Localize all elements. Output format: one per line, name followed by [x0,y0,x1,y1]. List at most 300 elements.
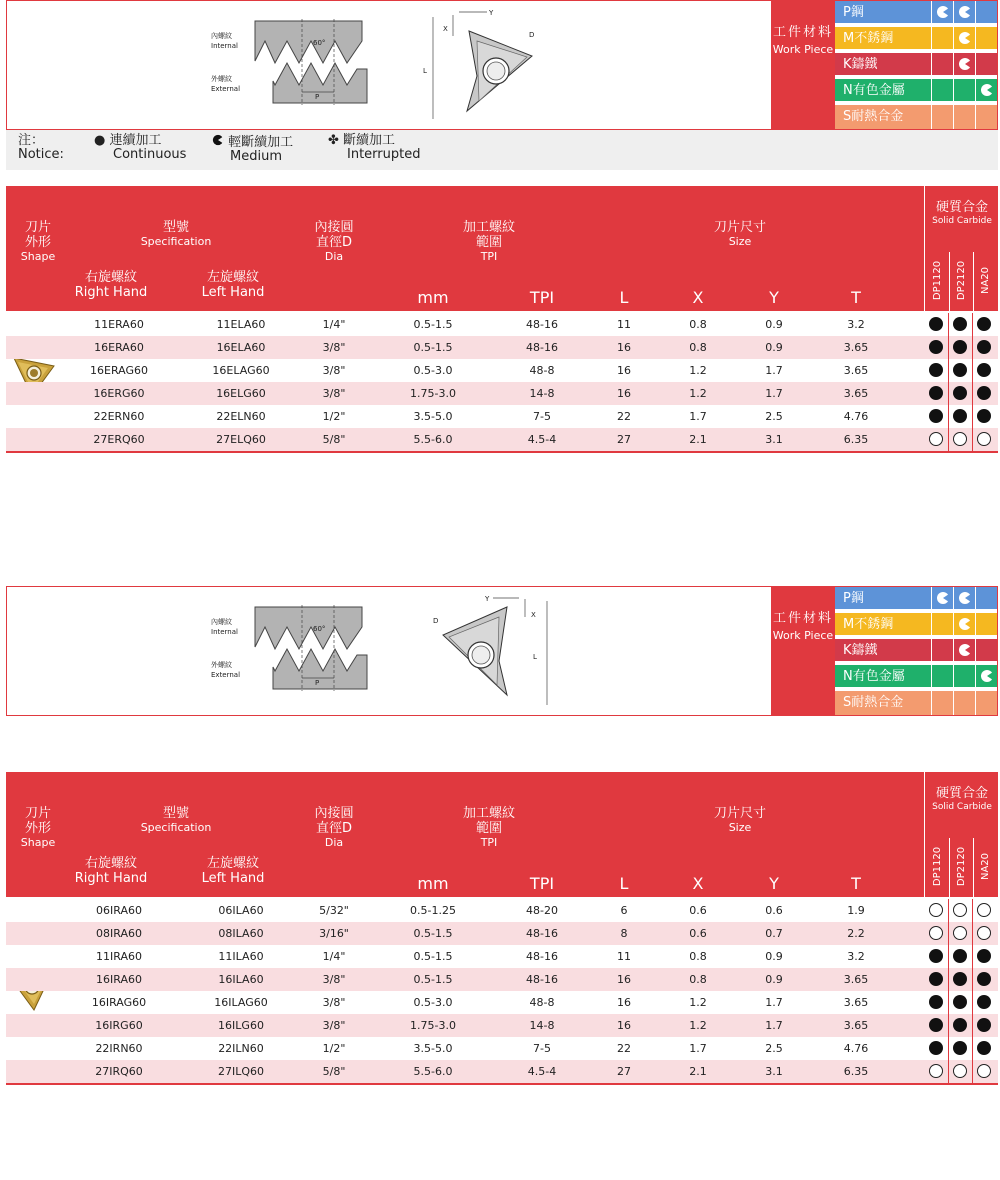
grade-column-line [972,313,973,336]
medium-icon [936,5,950,19]
material-cell [953,639,975,661]
grade-na20: NA20 [980,852,992,880]
grade-marks [924,899,998,922]
material-cell [953,27,975,49]
continuous-dot-icon [953,317,967,331]
grade-column-line [972,945,973,968]
cell-l: 11 [617,950,631,963]
material-cell [953,613,975,635]
cell-x: 0.8 [689,341,707,354]
external-label-zh: 外螺紋 [211,75,232,83]
continuous-dot-icon [929,363,943,377]
header-size [700,806,780,834]
grade-column-line [948,991,949,1014]
workpiece-header [771,1,835,129]
internal-thread-diagram [7,587,771,715]
cell-right-hand: 16ERG60 [93,387,145,400]
right-zh: 右旋螺紋 [84,856,137,871]
table-bottom-rule [6,451,998,453]
cell-dia: 3/8" [322,996,346,1009]
col-mm: mm [417,288,449,307]
cell-t: 3.65 [843,973,869,986]
col-y: Y [769,288,779,307]
grade-na20: NA20 [980,266,992,294]
continuous-dot-icon [977,1018,991,1032]
grade-column-line [972,1037,973,1060]
cell-right-hand: 27IRQ60 [95,1065,143,1078]
notice-label-en: Notice: [18,147,64,162]
cell-dia: 1/2" [322,410,346,423]
cell-tpi: 48-16 [526,341,558,354]
continuous-dot-icon [977,340,991,354]
continuous-dot-icon [953,386,967,400]
material-row [835,665,997,688]
cell-l: 16 [617,387,631,400]
cell-dia: 3/8" [322,973,346,986]
cell-right-hand: 16ERA60 [94,341,144,354]
material-label: P鋼 [843,591,864,606]
header-dia [294,220,374,263]
cell-dia: 3/16" [319,927,349,940]
cell-left-hand: 11ILA60 [218,950,264,963]
cell-dia: 3/8" [322,364,346,377]
continuous-dot-icon [977,949,991,963]
grade-column-line [972,382,973,405]
cell-right-hand: 08IRA60 [96,927,142,940]
cell-l: 6 [620,904,628,917]
material-cell [931,53,953,75]
cell-t: 2.2 [847,927,865,940]
material-cell [931,105,953,129]
continuous-dot-icon [977,1041,991,1055]
not-recommended-circle-icon [977,1064,991,1078]
table-row [6,382,998,405]
cell-t: 3.65 [843,1019,869,1032]
pitch-label: P [315,93,320,101]
dia-zh2: 直徑D [315,235,352,250]
cell-right-hand: 11IRA60 [96,950,142,963]
tpi-zh2: 範圍 [475,235,502,250]
grade-separator [973,252,974,311]
cell-mm: 1.75-3.0 [410,387,456,400]
material-cell [931,691,953,715]
cell-tpi: 48-16 [526,973,558,986]
cell-left-hand: 22ELN60 [216,410,266,423]
spec-en: Specification [140,235,212,248]
table-row [6,922,998,945]
grade-column-line [948,382,949,405]
material-cell [931,613,953,635]
cell-left-hand: 16ILG60 [218,1019,264,1032]
grade-marks [924,922,998,945]
size-en: Size [728,235,752,248]
spec-zh: 型號 [162,806,189,821]
grade-column-line [972,922,973,945]
header-size [700,220,780,248]
notice-label-zh: 注： [18,133,45,148]
grade-column-line [948,359,949,382]
cell-x: 0.8 [689,318,707,331]
header-right-hand [66,270,156,300]
material-cell [931,1,953,23]
cell-left-hand: 16ILAG60 [214,996,268,1009]
cell-x: 2.1 [689,1065,707,1078]
cell-tpi: 14-8 [529,1019,555,1032]
table-row [6,428,998,451]
material-label: N有色金屬 [843,83,905,98]
dia-zh1: 內接圓 [314,220,354,235]
continuous-dot-icon [929,949,943,963]
cell-x: 1.2 [689,364,707,377]
cell-right-hand: 16ERAG60 [90,364,148,377]
cell-right-hand: 22ERN60 [93,410,145,423]
cell-left-hand: 11ELA60 [216,318,266,331]
size-zh: 刀片尺寸 [713,220,766,235]
not-recommended-circle-icon [929,903,943,917]
material-cell [931,79,953,101]
cell-dia: 3/8" [322,341,346,354]
cell-dia: 5/8" [322,433,346,446]
cell-right-hand: 06IRA60 [96,904,142,917]
cell-dia: 3/8" [322,1019,346,1032]
medium-icon [958,643,972,657]
medium-icon [958,57,972,71]
material-cell [975,587,997,609]
cell-t: 3.2 [847,950,865,963]
interrupted-icon: ✤ [328,133,339,148]
grade-column-line [948,428,949,451]
col-t: T [851,288,861,307]
grade-column-line [972,1014,973,1037]
cell-mm: 3.5-5.0 [413,410,453,423]
continuous-dot-icon [977,409,991,423]
cell-mm: 5.5-6.0 [413,433,453,446]
cell-tpi: 48-8 [529,996,555,1009]
grade-dp1120: DP1120 [932,260,944,300]
grade-separator [949,838,950,897]
not-recommended-circle-icon [953,1064,967,1078]
internal-label-en: Internal [211,628,238,636]
cell-mm: 1.75-3.0 [410,1019,456,1032]
continuous-dot-icon [929,972,943,986]
cell-l: 27 [617,1065,631,1078]
material-cell [953,665,975,687]
workpiece-panel-internal [6,586,998,716]
col-mm: mm [417,874,449,893]
external-label-zh: 外螺紋 [211,661,232,669]
table-row [6,1060,998,1083]
dim-l-label: L [423,67,427,75]
grade-marks [924,313,998,336]
cell-mm: 0.5-1.5 [413,973,453,986]
cell-x: 0.6 [689,904,707,917]
header-left-hand [188,270,278,300]
col-y: Y [769,874,779,893]
right-en: Right Hand [74,285,148,300]
cell-x: 1.7 [689,1042,707,1055]
grade-marks [924,336,998,359]
dim-l-label: L [533,653,537,661]
cell-y: 0.6 [765,904,783,917]
cell-y: 0.9 [765,950,783,963]
angle-label: 60° [313,625,326,633]
internal-insert-table [6,772,998,1085]
cell-mm: 0.5-1.5 [413,950,453,963]
cell-dia: 1/4" [322,318,346,331]
carbide-en: Solid Carbide [932,802,992,812]
continuous-dot-icon [953,409,967,423]
continuous-dot-icon [977,995,991,1009]
material-cell [953,1,975,23]
grade-marks [924,968,998,991]
cell-right-hand: 27ERQ60 [93,433,145,446]
cell-x: 1.2 [689,996,707,1009]
cell-mm: 0.5-1.25 [410,904,456,917]
carbide-en: Solid Carbide [932,216,992,226]
cell-mm: 0.5-1.5 [413,927,453,940]
grade-separator [949,252,950,311]
grade-column-line [948,945,949,968]
grade-column-line [948,922,949,945]
interrupted-en: Interrupted [347,147,421,162]
external-thread-diagram [7,1,771,129]
continuous-dot-icon [929,386,943,400]
workpiece-zh: 工件材料 [772,611,833,626]
angle-label: 60° [313,39,326,47]
not-recommended-circle-icon [953,903,967,917]
cell-l: 16 [617,973,631,986]
cell-y: 0.9 [765,973,783,986]
medium-icon [958,31,972,45]
material-cell [975,53,997,75]
material-label: S耐熱合金 [843,695,904,710]
material-row [835,639,997,662]
cell-t: 3.65 [843,364,869,377]
header-left-hand [188,856,278,886]
right-en: Right Hand [74,871,148,886]
material-cell [975,639,997,661]
cell-y: 1.7 [765,364,783,377]
cell-dia: 5/8" [322,1065,346,1078]
col-t: T [851,874,861,893]
continuous-dot-icon [977,317,991,331]
tpi-zh1: 加工螺紋 [462,806,515,821]
continuous-dot-icon [977,363,991,377]
grade-column-line [972,1060,973,1083]
cell-t: 4.76 [843,1042,869,1055]
cell-x: 0.8 [689,973,707,986]
cell-tpi: 4.5-4 [527,1065,557,1078]
tpi-en: TPI [480,836,498,849]
continuous-dot-icon [953,340,967,354]
material-label: K鑄鐵 [843,643,878,658]
dia-zh1: 內接圓 [314,806,354,821]
col-tpi: TPI [529,874,555,893]
header-tpi-range [444,806,534,849]
cell-tpi: 7-5 [533,410,551,423]
not-recommended-circle-icon [929,432,943,446]
table-row [6,336,998,359]
cell-right-hand: 11ERA60 [94,318,144,331]
material-row [835,613,997,636]
dim-d-label: D [433,617,439,625]
external-label-en: External [211,85,241,93]
material-row [835,1,997,24]
medium-zh: 輕斷續加工 [228,135,294,150]
size-zh: 刀片尺寸 [713,806,766,821]
grade-dp2120: DP2120 [956,260,968,300]
grade-column-line [948,1060,949,1083]
cell-left-hand: 22ILN60 [218,1042,264,1055]
table-row [6,313,998,336]
material-cell [953,691,975,715]
workpiece-header [771,587,835,715]
cell-tpi: 48-8 [529,364,555,377]
carbide-zh: 硬質合金 [935,200,988,215]
cell-left-hand: 27ELQ60 [216,433,266,446]
material-label: S耐熱合金 [843,109,904,124]
medium-icon [212,134,224,146]
grade-marks [924,945,998,968]
cell-l: 16 [617,996,631,1009]
cell-left-hand: 08ILA60 [218,927,264,940]
internal-label-zh: 內螺紋 [211,618,232,626]
dim-d-label: D [529,31,535,39]
continuous-dot-icon [929,409,943,423]
grade-dp1120: DP1120 [932,846,944,886]
material-label: M不銹鋼 [843,31,894,46]
table-bottom-rule [6,1083,998,1085]
medium-icon [936,591,950,605]
cell-l: 16 [617,364,631,377]
cell-y: 0.9 [765,318,783,331]
grade-marks [924,359,998,382]
cell-y: 2.5 [765,410,783,423]
continuous-dot-icon [953,949,967,963]
not-recommended-circle-icon [929,1064,943,1078]
grade-dp2120: DP2120 [956,846,968,886]
notice-medium [212,134,293,164]
cell-l: 27 [617,433,631,446]
cell-t: 3.2 [847,318,865,331]
cell-x: 0.6 [689,927,707,940]
cell-dia: 3/8" [322,387,346,400]
cell-y: 2.5 [765,1042,783,1055]
material-row [835,79,997,102]
grade-column-line [972,899,973,922]
continuous-dot-icon [929,1041,943,1055]
shape-en: Shape [20,250,56,263]
material-cell [953,53,975,75]
cell-l: 16 [617,1019,631,1032]
material-cell [975,27,997,49]
cell-mm: 0.5-1.5 [413,341,453,354]
cell-l: 22 [617,1042,631,1055]
cell-t: 3.65 [843,341,869,354]
not-recommended-circle-icon [929,926,943,940]
grade-column-line [972,428,973,451]
not-recommended-circle-icon [977,903,991,917]
material-row [835,691,997,715]
material-label: K鑄鐵 [843,57,878,72]
header-shape [10,220,66,263]
left-zh: 左旋螺紋 [206,270,259,285]
material-row [835,53,997,76]
grade-marks [924,382,998,405]
dim-y-label: Y [485,595,490,603]
cell-mm: 0.5-1.5 [413,318,453,331]
material-cell [953,79,975,101]
dia-en: Dia [324,836,344,849]
cell-l: 8 [620,927,628,940]
cell-mm: 0.5-3.0 [413,364,453,377]
grade-column-line [948,899,949,922]
left-en: Left Hand [201,871,265,886]
table-row [6,405,998,428]
grade-column-line [948,405,949,428]
col-l: L [619,288,629,307]
not-recommended-circle-icon [953,926,967,940]
notice-continuous [94,134,186,162]
material-cell [975,613,997,635]
material-label: N有色金屬 [843,669,905,684]
cell-mm: 3.5-5.0 [413,1042,453,1055]
continuous-dot-icon [977,386,991,400]
shape-zh: 刀片外形 [24,220,51,250]
header-shape [10,806,66,849]
grade-column-line [948,1037,949,1060]
cell-y: 1.7 [765,996,783,1009]
table-row [6,359,998,382]
material-cell [953,587,975,609]
pitch-label: P [315,679,320,687]
material-cell [975,105,997,129]
material-cell [953,105,975,129]
left-zh: 左旋螺紋 [206,856,259,871]
dim-x-label: X [531,611,536,619]
cell-t: 3.65 [843,996,869,1009]
cell-x: 0.8 [689,950,707,963]
table-row [6,899,998,922]
cell-right-hand: 16IRAG60 [91,996,147,1009]
workpiece-zh: 工件材料 [772,25,833,40]
grade-marks [924,1014,998,1037]
cell-y: 0.9 [765,341,783,354]
cell-t: 4.76 [843,410,869,423]
cell-left-hand: 06ILA60 [218,904,264,917]
continuous-dot-icon [953,972,967,986]
internal-label-en: Internal [211,42,238,50]
header-carbide [926,200,998,228]
header-carbide [926,786,998,814]
cell-x: 2.1 [689,433,707,446]
workpiece-en: Work Piece [772,43,834,56]
medium-en: Medium [230,149,282,164]
cell-right-hand: 16IRG60 [95,1019,143,1032]
grade-marks [924,991,998,1014]
dia-en: Dia [324,250,344,263]
cell-dia: 1/4" [322,950,346,963]
cell-tpi: 48-20 [526,904,558,917]
table-row [6,945,998,968]
material-cell [975,79,997,101]
cell-dia: 1/2" [322,1042,346,1055]
spec-zh: 型號 [162,220,189,235]
workpiece-panel-external [6,0,998,130]
cell-t: 6.35 [843,433,869,446]
cell-tpi: 48-16 [526,927,558,940]
continuous-dot-icon [953,995,967,1009]
